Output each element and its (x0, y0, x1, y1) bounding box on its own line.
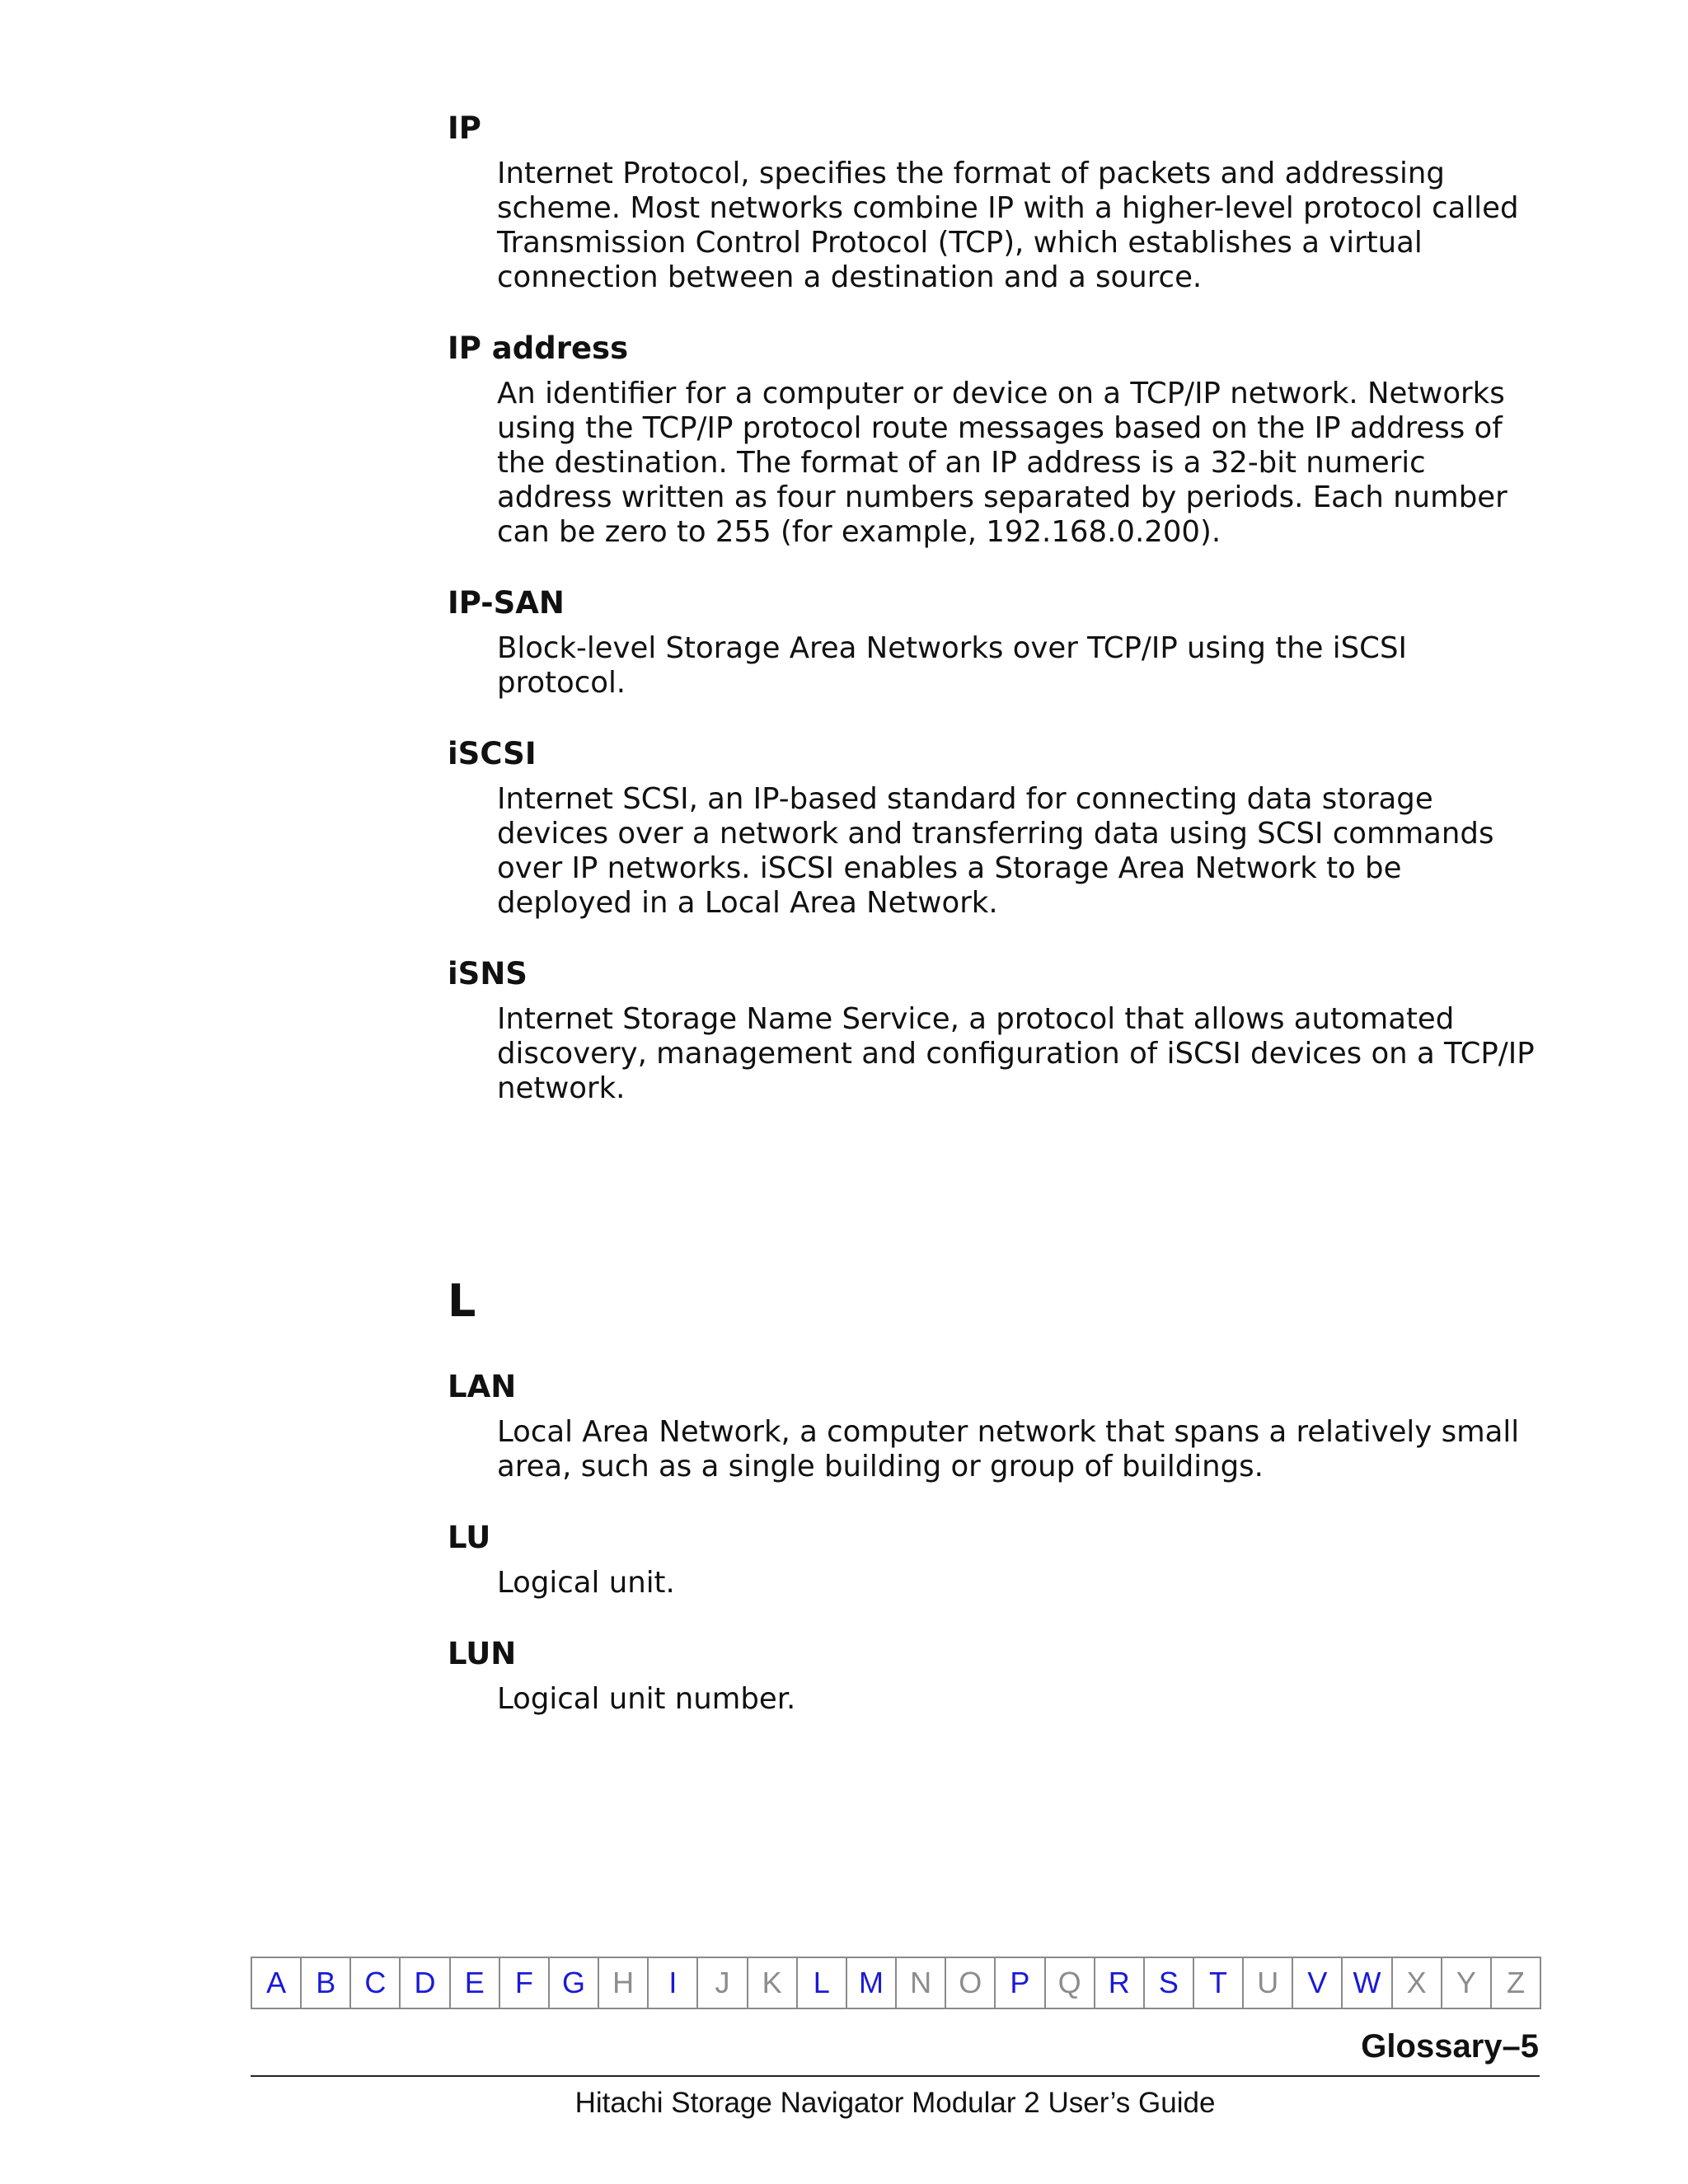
glossary-entry-list-l (448, 1369, 1544, 1717)
glossary-term: IP (448, 110, 481, 146)
alphabet-link-k: K (748, 1958, 798, 2008)
glossary-definition: Block-level Storage Area Networks over TCP/IP using the iSCSI protocol. (497, 631, 1407, 700)
glossary-entry (448, 585, 1544, 701)
alphabet-link-x: X (1393, 1958, 1442, 2008)
glossary-definition: Internet Protocol, specifies the format of packets and addressing scheme. Most networks combine IP with a higher-level protocol called Transmission Control Protocol (TCP), which establishes a virtual connection between a destination and a source. (497, 157, 1519, 294)
alphabet-link-l[interactable]: L (798, 1958, 847, 2008)
alphabet-link-p[interactable]: P (996, 1958, 1045, 2008)
alphabet-link-a[interactable]: A (252, 1958, 302, 2008)
page-number: Glossary–5 (1361, 2028, 1539, 2064)
alphabet-link-j: J (698, 1958, 748, 2008)
glossary-definition: Logical unit. (497, 1566, 675, 1600)
alphabet-link-g[interactable]: G (550, 1958, 599, 2008)
section-letter-heading: L (448, 1275, 476, 1327)
glossary-entry (448, 1636, 1544, 1717)
alphabet-link-v[interactable]: V (1293, 1958, 1343, 2008)
alphabet-link-s[interactable]: S (1145, 1958, 1194, 2008)
glossary-definition: Internet SCSI, an IP-based standard for connecting data storage devices over a network and transferring data using SCSI commands over IP networks. iSCSI enables a Storage Area Network to be deployed in a Local Area Network. (497, 782, 1494, 920)
alphabet-link-d[interactable]: D (401, 1958, 450, 2008)
document-title: Hitachi Storage Navigator Modular 2 User’s Guide (574, 2087, 1216, 2119)
glossary-content (448, 110, 1544, 1752)
alphabet-link-n: N (897, 1958, 946, 2008)
alphabet-link-f[interactable]: F (500, 1958, 550, 2008)
alphabet-link-y: Y (1442, 1958, 1492, 2008)
glossary-entry-list-top (448, 110, 1544, 1106)
glossary-term: LAN (448, 1369, 517, 1404)
glossary-entry (448, 110, 1544, 295)
glossary-definition: An identifier for a computer or device on a TCP/IP network. Networks using the TCP/IP protocol route messages based on the IP address of the destination. The format of an IP address is a 32-bit numeric address written as four numbers separated by periods. Each number can be zero to 255 (for example, 192.168.0.200). (497, 377, 1507, 549)
glossary-definition: Internet Storage Name Service, a protocol that allows automated discovery, management and configuration of iSCSI devices on a TCP/IP network. (497, 1002, 1535, 1105)
glossary-term: LU (448, 1520, 491, 1555)
glossary-entry (448, 1369, 1544, 1484)
alphabet-link-i[interactable]: I (649, 1958, 698, 2008)
alphabet-index-nav (251, 1957, 1541, 2009)
glossary-term: iSNS (448, 956, 528, 991)
glossary-entry (448, 330, 1544, 550)
glossary-term: LUN (448, 1636, 517, 1671)
footer-divider (251, 2075, 1540, 2077)
glossary-term: iSCSI (448, 736, 537, 771)
alphabet-link-b[interactable]: B (302, 1958, 351, 2008)
glossary-definition: Logical unit number. (497, 1682, 796, 1716)
alphabet-link-e[interactable]: E (451, 1958, 500, 2008)
alphabet-link-w[interactable]: W (1343, 1958, 1392, 2008)
alphabet-link-t[interactable]: T (1194, 1958, 1244, 2008)
alphabet-link-z: Z (1506, 1966, 1525, 1999)
glossary-definition: Local Area Network, a computer network that spans a relatively small area, such as a single building or group of buildings. (497, 1415, 1520, 1483)
glossary-entry (448, 1520, 1544, 1601)
glossary-term: IP address (448, 330, 629, 366)
alphabet-link-q: Q (1046, 1958, 1095, 2008)
alphabet-link-u: U (1244, 1958, 1293, 2008)
glossary-entry (448, 736, 1544, 921)
alphabet-link-m[interactable]: M (847, 1958, 897, 2008)
alphabet-link-c[interactable]: C (351, 1958, 401, 2008)
alphabet-link-h: H (599, 1958, 649, 2008)
alphabet-link-o: O (946, 1958, 996, 2008)
glossary-entry (448, 956, 1544, 1106)
glossary-term: IP-SAN (448, 585, 565, 621)
alphabet-link-r[interactable]: R (1095, 1958, 1145, 2008)
